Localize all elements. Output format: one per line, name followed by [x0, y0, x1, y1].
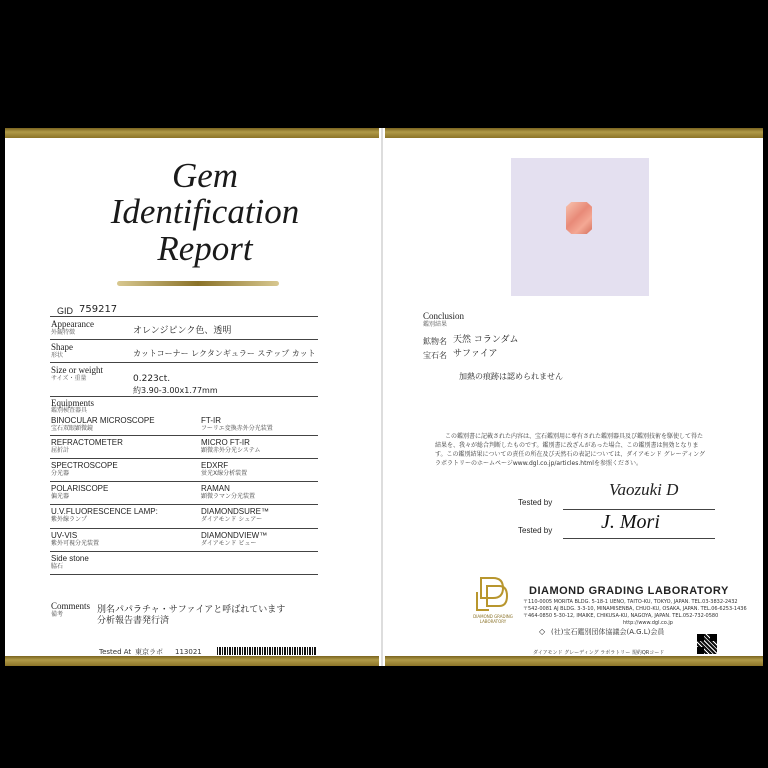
equipment-left-jp: 屈折計 [51, 447, 70, 454]
appearance-value: オレンジピンク色、透明 [133, 326, 232, 336]
title-underline [117, 281, 279, 286]
side-stone-label-jp: 脇石 [51, 563, 64, 570]
shape-label: Shape [51, 342, 73, 352]
report-title-line1: Gem [171, 156, 239, 195]
equipment-left-name: BINOCULAR MICROSCOPE [51, 416, 155, 425]
gemstone [566, 202, 592, 234]
lab-url[interactable]: http://www.dgl.co.jp [623, 620, 673, 626]
dgl-logo-mark [473, 576, 513, 612]
divider [50, 551, 318, 552]
gid-value: 759217 [79, 304, 118, 315]
equipment-right-jp: 顕微赤外分光システム [201, 447, 261, 454]
equipment-left-name: POLARISCOPE [51, 484, 109, 493]
lab-address: 〒110-0005 MORITA BLDG. 5-18-1 UENO, TAITO-KU, TOKYO, JAPAN. TEL.03-3832-2432 [523, 599, 738, 605]
divider [50, 435, 318, 436]
equipment-right-name: FT-IR [201, 416, 221, 425]
divider [50, 504, 318, 505]
equipment-left-jp: 紫外線ランプ [51, 516, 88, 523]
equipment-right-name: DIAMONDVIEW™ [201, 531, 268, 540]
disclaimer-line: す。この鑑別結果についての責任の所在及び天然石の表記については、ダイアモンド グレーディング [435, 451, 706, 458]
equipment-left-jp: 宝石双眼顕微鏡 [51, 425, 94, 432]
equipments-label-jp: 鑑別検査器具 [51, 407, 88, 414]
equipment-right-name: RAMAN [201, 484, 230, 493]
gid-label: GID [57, 306, 74, 316]
gem-photo [511, 158, 649, 296]
comments-label: Comments [51, 601, 91, 611]
species-value: 天然 コランダム [453, 335, 519, 345]
barcode [217, 647, 317, 655]
gold-border-top-right [385, 128, 763, 138]
size-weight: 0.223ct. [133, 374, 171, 384]
equipment-right-name: MICRO FT-IR [201, 438, 250, 447]
comments-line2: 分析報告書発行済 [97, 616, 170, 626]
divider [50, 574, 318, 575]
divider [50, 458, 318, 459]
qr-code[interactable] [697, 634, 717, 654]
comments-label-jp: 備考 [51, 611, 64, 618]
tested-at-code: 113021 [175, 648, 202, 656]
size-label-jp: サイズ・重量 [51, 375, 87, 382]
agl-membership: (社)宝石鑑別団体協議会(A.G.L)会員 [551, 628, 665, 636]
equipment-left-jp: 偏光器 [51, 493, 70, 500]
species-label: 鉱物名 [423, 337, 447, 346]
equipment-left-name: REFRACTOMETER [51, 438, 123, 447]
gold-border-top-left [5, 128, 379, 138]
lab-address: 〒464-0850 5-30-12, IMAIKE, CHIKUSA-KU, NAGOYA, JAPAN. TEL.052-732-0580 [523, 613, 719, 619]
report-title-line2: Identification [110, 192, 300, 231]
logo-subtext: DIAMOND GRADING LABORATORY [473, 614, 513, 624]
equipment-left-name: UV-VIS [51, 531, 78, 540]
variety-value: サファイア [453, 349, 498, 359]
dgl-logo [473, 576, 513, 612]
divider [50, 339, 318, 340]
lab-name: DIAMOND GRADING LABORATORY [529, 585, 729, 597]
diamond-icon: ◇ [539, 627, 546, 636]
lab-address: 〒542-0081 AJ BLDG. 3-3-10, MINAMISENBA, CHUO-KU, OSAKA, JAPAN. TEL.06-6253-1436 [523, 606, 747, 612]
signature-2: J. Mori [601, 511, 660, 533]
equipment-left-jp: 紫外可視分光装置 [51, 540, 100, 547]
divider [50, 362, 318, 363]
report-title-line3: Report [157, 229, 253, 268]
comments-line1: 別名パパラチャ・サファイアと呼ばれています [97, 605, 286, 615]
tested-by-label-2: Tested by [518, 526, 553, 535]
side-stone-label: Side stone [51, 554, 89, 563]
conclusion-label: Conclusion [423, 311, 465, 321]
page-fold [381, 128, 383, 666]
equipment-right-jp: 蛍光X線分析装置 [201, 470, 248, 477]
tested-by-label-1: Tested by [518, 498, 553, 507]
size-label: Size or weight [51, 365, 103, 375]
conclusion-label-jp: 鑑別結果 [423, 321, 448, 328]
size-dims: 約3.90-3.00x1.77mm [133, 386, 218, 395]
gold-border-bottom-left [5, 656, 379, 666]
divider [50, 481, 318, 482]
divider [50, 396, 318, 397]
shape-label-jp: 形状 [51, 352, 64, 359]
signature-1: Vaozuki D [609, 480, 679, 499]
equipments-label: Equipments [51, 398, 94, 408]
equipment-left-name: SPECTROSCOPE [51, 461, 118, 470]
equipment-left-name: U.V.FLUORESCENCE LAMP: [51, 507, 158, 516]
equipment-right-name: DIAMONDSURE™ [201, 507, 270, 516]
gold-border-bottom-right [385, 656, 763, 666]
conclusion-note: 加熱の痕跡は認められません [459, 372, 563, 381]
equipment-right-jp: 顕微ラマン分光装置 [201, 493, 256, 500]
equipment-right-jp: ダイアモンド ビュー [201, 540, 257, 547]
equipment-right-jp: フーリエ変換赤外分光装置 [201, 425, 273, 432]
equipment-right-jp: ダイアモンド シュアー [201, 516, 263, 523]
disclaimer-line: ラボラトリーのホームページwww.dgl.co.jp/articles.htmlを参照ください。 [435, 460, 642, 467]
equipment-left-jp: 分光器 [51, 470, 70, 477]
tested-at-value: 東京ラボ [135, 648, 163, 656]
appearance-label-jp: 外観特徴 [51, 329, 76, 336]
disclaimer-line: この鑑別書に記載された内容は、宝石鑑別用に専有された鑑別器具及び鑑別技術を駆使して得た [445, 433, 704, 440]
variety-label: 宝石名 [423, 351, 447, 360]
disclaimer-line: 結果を、我々が総合判断したものです。鑑別書に改ざんがあった場合、この鑑別書は無効となりま [435, 442, 699, 449]
equipment-right-name: EDXRF [201, 461, 229, 470]
signature-line [563, 509, 715, 510]
tested-at-label: Tested At [99, 648, 132, 656]
divider [50, 528, 318, 529]
certificate-sheet [5, 128, 763, 666]
signature-line [563, 538, 715, 539]
divider [50, 316, 318, 317]
qr-note: ダイアモンド グレーディング ラボラトリー 規約QRコード [533, 650, 665, 656]
appearance-label: Appearance [51, 319, 94, 329]
shape-value: カットコーナー レクタンギュラー ステップ カット [133, 349, 316, 358]
